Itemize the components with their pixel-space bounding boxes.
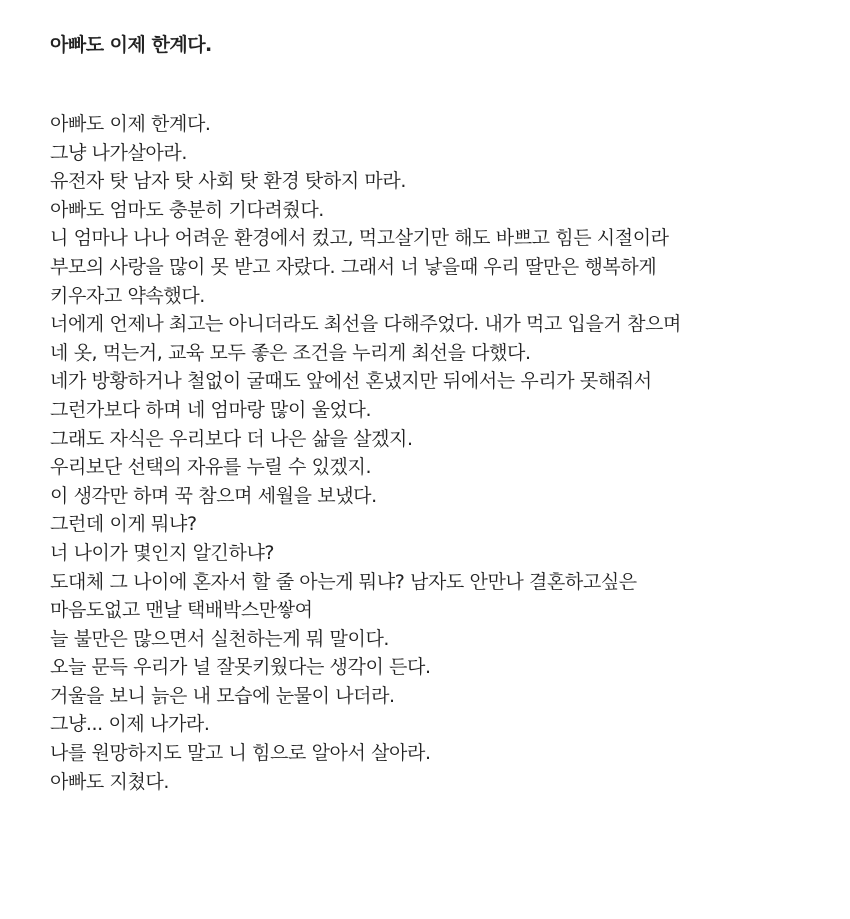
body-line: 네 옷, 먹는거, 교육 모두 좋은 조건을 누리게 최선을 다했다. [50, 341, 531, 364]
body-line: 그냥 나가살아라. [50, 141, 187, 164]
body-line: 나를 원망하지도 말고 니 힘으로 알아서 살아라. [50, 742, 431, 765]
body-line: 유전자 탓 남자 탓 사회 탓 환경 탓하지 마라. [50, 170, 406, 193]
body-line: 이 생각만 하며 꾹 참으며 세월을 보냈다. [50, 484, 377, 507]
body-line: 그런가보다 하며 네 엄마랑 많이 울었다. [50, 398, 372, 421]
post-title: 아빠도 이제 한계다. [50, 34, 212, 56]
body-line: 도대체 그 나이에 혼자서 할 줄 아는게 뭐냐? 남자도 안만나 결혼하고싶은 [50, 570, 637, 593]
body-line: 부모의 사랑을 많이 못 받고 자랐다. 그래서 너 낳을때 우리 딸만은 행복하게 [50, 255, 657, 278]
body-line: 아빠도 엄마도 충분히 기다려줬다. [50, 198, 324, 221]
body-line: 너에게 언제나 최고는 아니더라도 최선을 다해주었다. 내가 먹고 입을거 참으며 [50, 313, 681, 336]
body-line: 거울을 보니 늙은 내 모습에 눈물이 나더라. [50, 684, 395, 707]
body-line: 오늘 문득 우리가 널 잘못키웠다는 생각이 든다. [50, 656, 431, 679]
body-line: 아빠도 이제 한계다. [50, 113, 211, 135]
body-line: 늘 불만은 많으면서 실천하는게 뭐 말이다. [50, 627, 390, 650]
body-line: 그래도 자식은 우리보다 더 나은 삶을 살겠지. [50, 427, 413, 450]
post [50, 28, 840, 796]
body-line: 그런데 이게 뭐냐? [50, 513, 197, 536]
body-line: 네가 방황하거나 철없이 굴때도 앞에선 혼냈지만 뒤에서는 우리가 못해줘서 [50, 370, 652, 393]
body-line: 우리보단 선택의 자유를 누릴 수 있겠지. [50, 456, 372, 479]
body-line: 마음도없고 맨날 택배박스만쌓여 [50, 599, 313, 622]
body-line: 아빠도 지쳤다. [50, 770, 170, 793]
body-line: 너 나이가 몇인지 알긴하냐? [50, 541, 275, 564]
post-body [50, 110, 840, 796]
body-line: 키우자고 약속했다. [50, 284, 205, 307]
body-line: 니 엄마나 나나 어려운 환경에서 컸고, 먹고살기만 해도 바쁘고 힘든 시절이라 [50, 227, 669, 250]
body-line: 그냥... 이제 나가라. [50, 713, 210, 736]
